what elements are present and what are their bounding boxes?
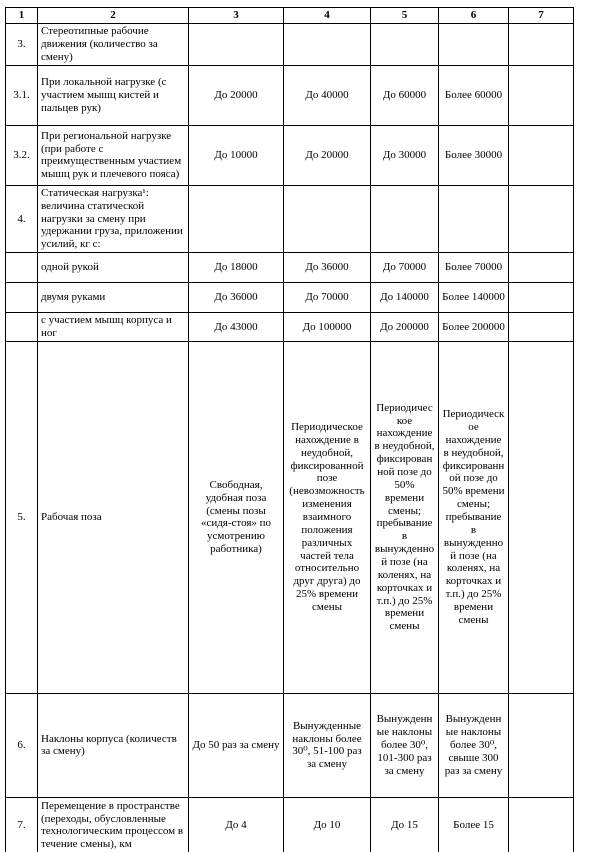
value-cell: [189, 23, 284, 65]
value-cell: [371, 185, 439, 252]
row-number-cell: 6.: [6, 693, 38, 797]
value-cell: До 70000: [371, 253, 439, 283]
row-number-cell: [6, 283, 38, 313]
value-cell: До 15: [371, 797, 439, 852]
column-header: 2: [38, 8, 189, 24]
factor-cell: При локальной нагрузке (с участием мышц кистей и пальцев рук): [38, 65, 189, 125]
row-number-cell: 3.2.: [6, 125, 38, 185]
table-row: [6, 125, 574, 185]
table-row: [6, 185, 574, 252]
column-header: 4: [284, 8, 371, 24]
value-cell: [509, 65, 574, 125]
value-cell: Более 200000: [439, 313, 509, 342]
value-cell: [509, 125, 574, 185]
table-row: [6, 23, 574, 65]
value-cell: До 36000: [189, 283, 284, 313]
table-row: [6, 797, 574, 852]
value-cell: [439, 23, 509, 65]
value-cell: Более 30000: [439, 125, 509, 185]
value-cell: [509, 23, 574, 65]
value-cell: [189, 185, 284, 252]
value-cell: Вынужденные наклоны более 30⁰, 51-100 раз за смену: [284, 693, 371, 797]
value-cell: [439, 185, 509, 252]
factor-cell: Стереотипные рабочие движения (количество за смену): [38, 23, 189, 65]
value-cell: Периодическое нахождение в неудобной, фиксированной позе до 50% времени смены; пребывание в вынужденной позе (на коленях, на корточках и т.п.) до 25% времени смены: [439, 341, 509, 693]
column-header: 6: [439, 8, 509, 24]
value-cell: Более 140000: [439, 283, 509, 313]
table-row: [6, 313, 574, 342]
value-cell: До 60000: [371, 65, 439, 125]
value-cell: [371, 23, 439, 65]
factor-cell: При региональной нагрузке (при работе с преимущественным участием мышц рук и плечевого пояса): [38, 125, 189, 185]
value-cell: Более 15: [439, 797, 509, 852]
row-number-cell: 4.: [6, 185, 38, 252]
value-cell: До 36000: [284, 253, 371, 283]
value-cell: [509, 283, 574, 313]
value-cell: До 30000: [371, 125, 439, 185]
value-cell: [509, 797, 574, 852]
factor-cell: Перемещение в пространстве (переходы, обусловленные технологическим процессом в течение смены), км: [38, 797, 189, 852]
value-cell: Вынужденные наклоны более 30⁰, свыше 300 раз за смену: [439, 693, 509, 797]
value-cell: [509, 313, 574, 342]
value-cell: До 20000: [189, 65, 284, 125]
value-cell: До 200000: [371, 313, 439, 342]
value-cell: Свободная, удобная поза (смены позы «сидя-стоя» по усмотрению работника): [189, 341, 284, 693]
value-cell: До 40000: [284, 65, 371, 125]
value-cell: До 70000: [284, 283, 371, 313]
factor-cell: двумя руками: [38, 283, 189, 313]
table-row: [6, 341, 574, 693]
table-header-row: [6, 8, 574, 24]
column-header: 1: [6, 8, 38, 24]
factor-cell: Рабочая поза: [38, 341, 189, 693]
value-cell: До 18000: [189, 253, 284, 283]
column-header: 7: [509, 8, 574, 24]
value-cell: Периодическое нахождение в неудобной, фиксированной позе до 50% времени смены; пребывание в вынужденной позе (на коленях, на корточках и т.п.) до 25% времени смены: [371, 341, 439, 693]
factor-cell: с участием мышц корпуса и ног: [38, 313, 189, 342]
column-header: 5: [371, 8, 439, 24]
value-cell: [509, 185, 574, 252]
value-cell: [284, 23, 371, 65]
table-row: [6, 693, 574, 797]
value-cell: До 10000: [189, 125, 284, 185]
row-number-cell: 3.: [6, 23, 38, 65]
value-cell: До 20000: [284, 125, 371, 185]
row-number-cell: [6, 313, 38, 342]
row-number-cell: 3.1.: [6, 65, 38, 125]
value-cell: До 50 раз за смену: [189, 693, 284, 797]
value-cell: [509, 341, 574, 693]
value-cell: До 10: [284, 797, 371, 852]
column-header: 3: [189, 8, 284, 24]
row-number-cell: [6, 253, 38, 283]
value-cell: Более 60000: [439, 65, 509, 125]
factor-cell: одной рукой: [38, 253, 189, 283]
row-number-cell: 7.: [6, 797, 38, 852]
value-cell: До 140000: [371, 283, 439, 313]
value-cell: [284, 185, 371, 252]
work-severity-table: [5, 7, 574, 852]
value-cell: До 100000: [284, 313, 371, 342]
table-row: [6, 65, 574, 125]
factor-cell: Статическая нагрузка¹: величина статической нагрузки за смену при удержании груза, приложении усилий, кг с:: [38, 185, 189, 252]
row-number-cell: 5.: [6, 341, 38, 693]
value-cell: До 43000: [189, 313, 284, 342]
value-cell: Более 70000: [439, 253, 509, 283]
value-cell: [509, 693, 574, 797]
value-cell: [509, 253, 574, 283]
value-cell: До 4: [189, 797, 284, 852]
value-cell: Вынужденные наклоны более 30⁰, 101-300 раз за смену: [371, 693, 439, 797]
factor-cell: Наклоны корпуса (количеств за смену): [38, 693, 189, 797]
table-row: [6, 253, 574, 283]
table-row: [6, 283, 574, 313]
value-cell: Периодическое нахождение в неудобной, фиксированной позе (невозможность изменения взаимного положения различных частей тела относительно друг друга) до 25% времени смены: [284, 341, 371, 693]
